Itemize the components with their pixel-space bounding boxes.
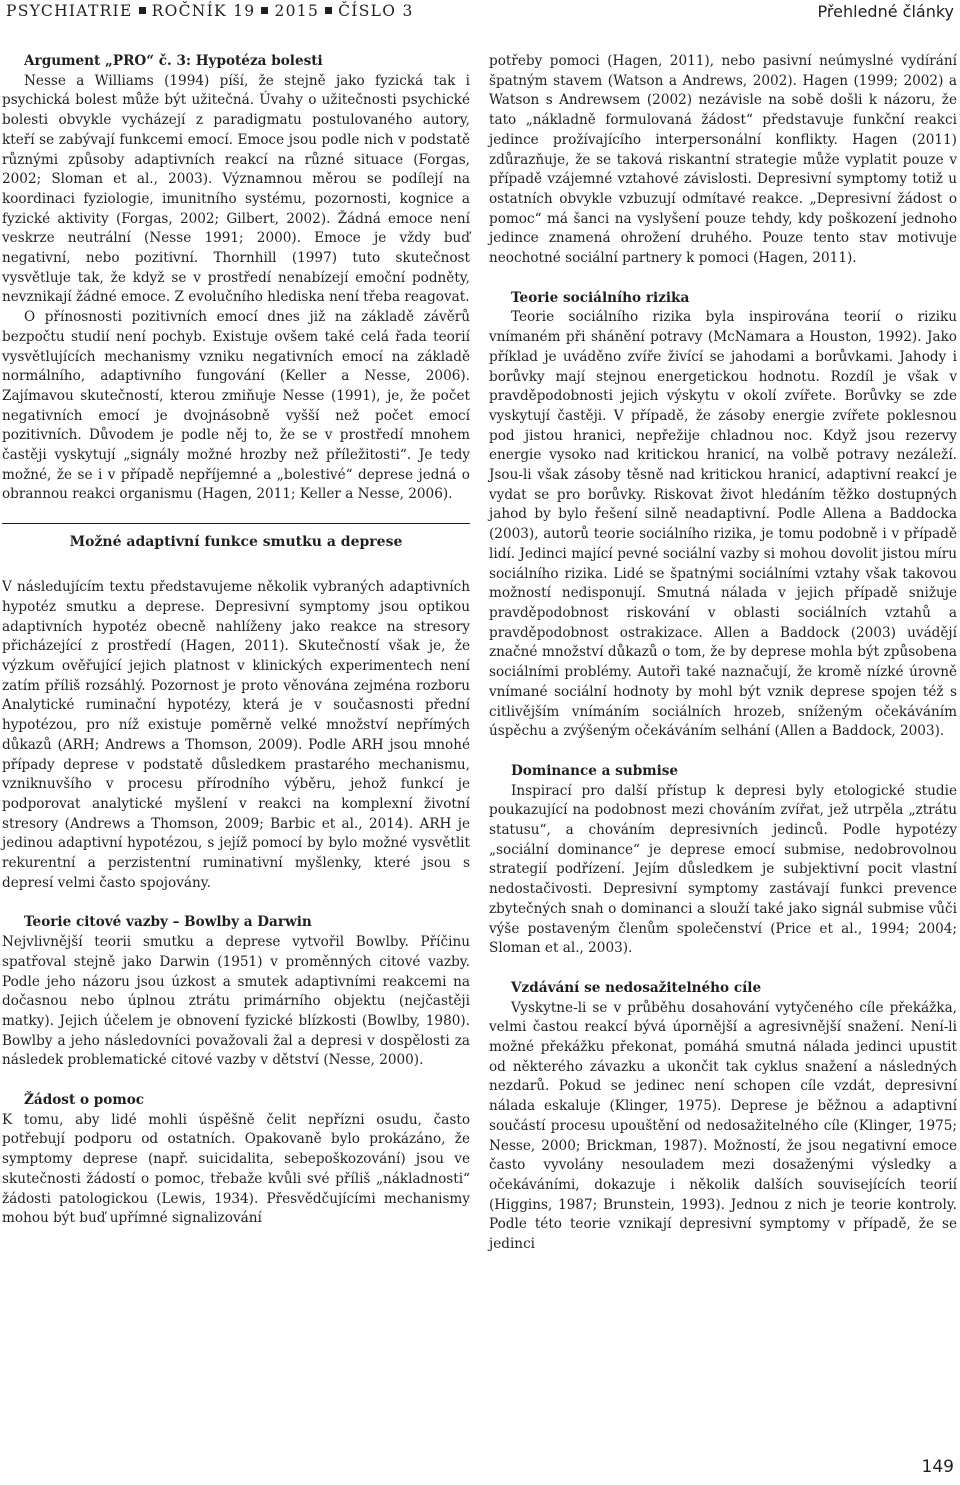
intro-paragraph: V následujícím textu představujeme několik vybraných adaptivních hypotéz smutku a deprese. Depresivní symptomy jsou optikou adaptivních hypotéz obecně nahlíženy jako reakce na stresory přicházející z prostředí (Hagen, 2011). Skutečností však je, že výzkum ověřující jejich platnost v klinických experimentech není zatím příliš rozsáhlý. Pozornost je proto věnována zejména rozboru Analytické ruminační hypotézy, která je v současnosti přední hypotézou, pro níž existuje poměrně velké množství nepřímých důkazů (ARH; Andrews a Thomson, 2009). Podle ARH jsou mnohé případy deprese v podstatě důsledkem prastarého mechanismu, vzniknuvšího v procesu přírodního výběru, jehož funkcí je podporovat analytické myšlení v reakci na komplexní životní stresory (Andrews a Thomson, 2009; Barbic et al., 2014). ARH je jedinou adaptivní hypotézou, s jejíž pomocí by bylo možné vysvětlit rekurentní a perzistentní ruminativní myšlenky, které jsou s depresí velmi často spojovány.: [2, 579, 470, 891]
argument-paragraph-2: O přínosnosti pozitivních emocí dnes již na základě závěrů bezpočtu studií není pochyb. Existuje ovšem také celá řada teorií vysvětlujících mechanismy vzniku negativních emocí na základě normálního, adaptivního fungování (Keller a Nesse, 2006). Zajímavou skutečností, kterou zmiňuje Nesse (1991), je, že počet negativních emocí je dvojnásobně vyšší než počet emocí pozitivních. Důvodem je podle něj to, že se v prostředí mnohem častěji vyskytují „signály možné hrozby než příležitosti“. Je tedy možné, že se i v případě nepříjemné a „bolestivé“ deprese jedná o obrannou reakci organismu (Hagen, 2011; Keller a Nesse, 2006).: [2, 309, 470, 503]
section-heading-text: Možné adaptivní funkce smutku a deprese: [69, 534, 403, 551]
page-number: 149: [921, 1457, 954, 1477]
social-risk-heading: Teorie sociálního rizika: [511, 289, 690, 306]
social-risk-paragraph: Teorie sociálního rizika byla inspirována teorií o riziku vnímaném při shánění potravy (McNamara a Houston, 1992). Jako příklad je uváděno zvíře živící se jahodami a borůvkami. Jahody i borůvky mají stejnou energetickou hodnotu. Rozdíl je však v pravděpodobnosti jejich výskytu v okolí zvířete. Borůvky se zde vyskytují častěji. V případě, že zásoby energie zvířete poklesnou pod jistou hranici, nepřežije chladnou noc. Když jsou rezervy energie vysoko nad kritickou hranicí, na volbě potravy nezáleží. Jsou-li však zásoby těsně nad kritickou hranicí, adaptivní reakcí je vydat se pro borůvky. Riskovat život hledáním těžko dostupných jahod by bylo řešení silně neadaptivní. Podle Allena a Baddocka (2003), autorů teorie sociálního rizika, je tomu podobně i v případě lidí. Jedinci mající pevné sociální vazby si mohou dovolit jistou míru sociálního rizika. Lidé se špatnými sociálními vztahy však takovou možností nedisponují. Smutná nálada v jejich případě snižuje pravděpodobnost riskování v oblasti sociálních vztahů a pravděpodobnost ostrakizace. Allen a Baddock (2003) uvádějí značné množství důkazů o tom, že by deprese mohla být způsobena sociálními problémy. Autoři také naznačují, že kromě nízké úrovně vnímané sociální hodnoty by mohl být vznik deprese spojen též s citlivějším vnímáním sociálních hrozeb, sníženým očekáváním úspěchu a zvýšeným očekáváním selhání (Allen a Baddock, 2003).: [489, 309, 957, 740]
right-column: [489, 52, 957, 1255]
unreachable-goal-heading: Vzdávání se nedosažitelného cíle: [511, 979, 762, 996]
running-header: [6, 0, 954, 26]
argument-paragraph-1: Nesse a Williams (1994) píší, že stejně jako fyzická tak i psychická bolest může být užitečná. Úvahy o užitečnosti psychické bolesti obvykle vycházejí z paradigmatu postulovaného autory, kteří se zabývají funkcemi emocí. Emoce jsou podle nich v podstatě různými způsoby adaptivních reakcí na různé situace (Forgas, 2002; Sloman et al., 2003). Významnou měrou se podílejí na koordinaci fyziologie, imunitního systému, pozornosti, kognice a fyzické aktivity (Forgas, 2002; Gilbert, 2002). Žádná emoce není veskrze neutrální (Nesse 1991; 2000). Emoce je vždy buď negativní, nebo pozitivní. Thornhill (1997) tuto skutečnost vysvětluje tak, že když se v prostředí nenabízejí emoční podněty, nevznikají žádné emoce. Z evolučního hlediska není třeba reagovat.: [2, 72, 470, 306]
section-label: Přehledné články: [817, 2, 954, 21]
help-heading: Žádost o pomoc: [24, 1092, 145, 1109]
dominance-paragraph: Inspirací pro další přístup k depresi byly etologické studie poukazující na podobnost mezi chováním zvířat, jež utrpěla „ztrátu statusu“, a chováním depresivních jedinců. Podle hypotézy „sociální dominance“ je deprese emocí submise, nedobrovolnou strategií podřízení. Jejím důsledkem je subjektivní pocit vlastní nedostačivosti. Depresivní symptomy zastávají funkci prevence zbytečných snah o dominanci a slouží také jako signál submise vůči výše postaveným členům společenství (Price et al., 1994; 2004; Sloman et al., 2003).: [489, 782, 957, 957]
section-heading: [2, 523, 470, 552]
journal-volume: ROČNÍK 19: [151, 2, 256, 20]
journal-issue: ČÍSLO 3: [338, 2, 414, 20]
journal-year: 2015: [274, 2, 320, 20]
unreachable-goal-paragraph: Vyskytne-li se v průběhu dosahování vytyčeného cíle překážka, velmi častou reakcí bývá úpornější a agresivnější snažení. Není-li možné překážku překonat, pomáhá smutná nálada jedinci upustit od některého závazku a ukončit tak cyklus snažení a následných nezdarů. Pokud se jedinec není schopen cíle vzdát, depresivní nálada eskaluje (Klinger, 1975). Deprese je běžnou a adaptivní součástí procesu upouštění od nedosažitelného cíle (Klinger, 1975; Nesse, 2000; Brickman, 1987). Možností, že jsou negativní emoce často vyvolány nesouladem mezi dosaženými výsledky a očekáváními, dokazuje i několik dalších souvisejících teorií (Higgins, 1987; Brunstein, 1993). Jednou z nich je teorie kontroly. Podle této teorie vznikají depresivní symptomy v případě, že se jedinci: [489, 999, 957, 1253]
dominance-heading: Dominance a submise: [511, 762, 679, 779]
journal-name: PSYCHIATRIE: [6, 2, 133, 20]
journal-title: [6, 2, 414, 20]
separator-square-icon: [139, 7, 146, 14]
help-paragraph-continued: potřeby pomoci (Hagen, 2011), nebo pasivní neúmyslné vydírání špatným stavem (Watson a Andrews, 2002). Hagen (1999; 2002) a Watson s Andrewsem (2002) nezávisle na sobě došli k názoru, že tato „nákladně formulovaná žádost“ představuje funkční reakci jedince prožívajícího interpersonální konflikty. Hagen (2011) zdůrazňuje, že se taková riskantní strategie může vyplatit pouze v případě vzájemné vztahové závislosti. Depresivní symptomy totiž u ostatních obvykle vzbuzují odmítavé reakce. „Depresivní žádost o pomoc“ má šanci na vyslyšení pouze tehdy, kdy poškození jednoho jedince znamená ohrožení druhého. Pouze tento stav motivuje neochotné sociální partnery k pomoci (Hagen, 2011).: [489, 53, 957, 267]
separator-square-icon: [261, 7, 268, 14]
section-rule: [2, 523, 470, 524]
left-column: [2, 52, 470, 1229]
attachment-heading: Teorie citové vazby – Bowlby a Darwin: [24, 914, 312, 931]
attachment-paragraph: Nejvlivnější teorii smutku a deprese vytvořil Bowlby. Příčinu spatřoval stejně jako Darwin (1951) v proměnných citové vazby. Podle jeho názoru jsou úzkost a smutek adaptivními reakcemi na dočasnou nebo úplnou ztrátu primárního objektu (nejčastěji matky). Jejich účelem je obnovení fyzické blízkosti (Bowlby, 1980). Bowlby a jeho následovníci považovali žal a depresi v dospělosti za následek problematické citové vazby v dětství (Nesse, 2000).: [2, 934, 470, 1069]
help-paragraph: K tomu, aby lidé mohli úspěšně čelit nepřízni osudu, často potřebují podporu od ostatních. Opakovaně bylo prokázáno, že symptomy deprese (např. suicidalita, sebepoškozování) jsou ve skutečnosti žádostí o pomoc, třebaže kvůli své příliš „nákladnosti“ žádosti patologickou (Lewis, 1934). Přesvědčujícími mechanismy mohou být buď upřímné signalizování: [2, 1111, 470, 1227]
separator-square-icon: [325, 7, 332, 14]
argument-heading: Argument „PRO“ č. 3: Hypotéza bolesti: [24, 53, 323, 69]
